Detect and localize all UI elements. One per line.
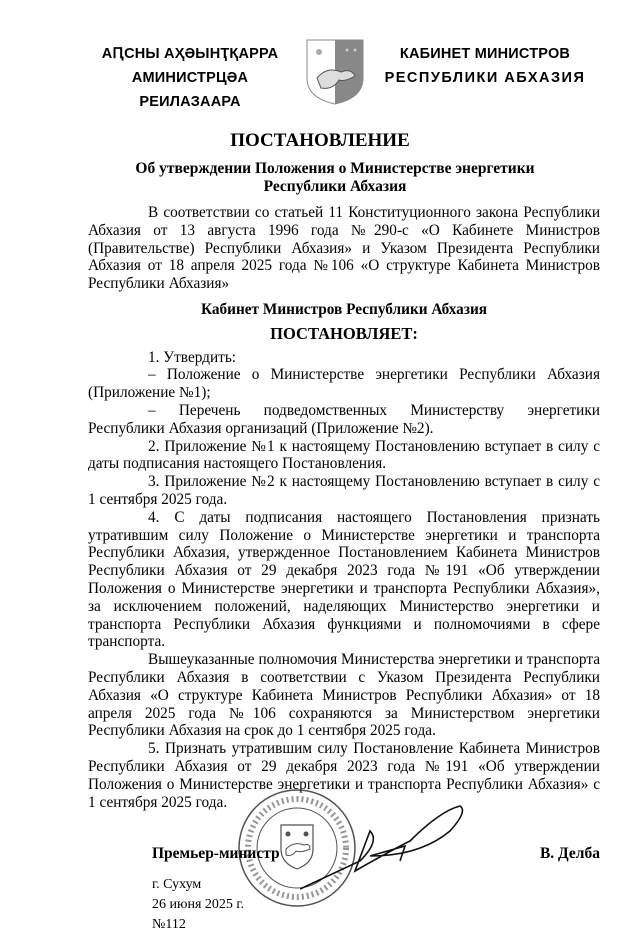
paragraph: – Положение о Министерстве энергетики Республики Абхазия (Приложение №1);	[88, 366, 600, 402]
signatory-title: Премьер-министр	[152, 845, 280, 863]
header-right-line2: РЕСПУБЛИКИ АБХАЗИЯ	[384, 70, 586, 86]
preamble: В соответствии со статьей 11 Конституционного закона Республики Абхазия от 13 августа 1996 года №290-с «О Кабинете Министров (Правительстве) Республики Абхазия» и Указом Президента Республики Абхазия от 18 апреля 2025 года №106 «О структуре Кабинета Министров Республики Абхазия»	[88, 204, 600, 293]
header-left-line1: АԤСНЫ АҲӘЫНҬҚАРРА	[101, 46, 279, 62]
paragraph: 4. С даты подписания настоящего Постановления признать утратившим силу Положение о Министерстве энергетики и транспорта Республики Абхазия, утвержденное Постановлением Кабинета Министров Республики Абхазия от 29 декабря 2023 года №191 «Об утверждении Положения о Министерстве энергетики и транспорта Республики Абхазия», за исключением положений, наделяющих Министерство энергетики и транспорта Республики Абхазия функциями и полномочиями в сфере транспорта.	[88, 508, 600, 651]
resolves-heading: ПОСТАНОВЛЯЕТ:	[270, 323, 418, 343]
date: 26 июня 2025 г.	[152, 897, 245, 913]
subtitle-line2: Республики Абхазия	[263, 178, 407, 195]
issuer: Кабинет Министров Республики Абхазия	[200, 300, 488, 318]
subtitle-line1: Об утверждении Положения о Министерстве энергетики	[135, 160, 535, 177]
header-right-line1: КАБИНЕТ МИНИСТРОВ	[399, 46, 571, 62]
paragraph: 1. Утвердить:	[148, 348, 237, 366]
signature-row	[88, 845, 600, 865]
paragraph: – Перечень подведомственных Министерству энергетики Республики Абхазия организаций (Приложение №2).	[88, 401, 600, 437]
signatory-name: В. Делба	[539, 845, 600, 863]
document-body	[88, 0, 600, 945]
document-footer	[88, 875, 600, 935]
document-title: ПОСТАНОВЛЕНИЕ	[230, 130, 410, 151]
paragraph: 3. Приложение №2 к настоящему Постановлению вступает в силу с 1 сентября 2025 года.	[88, 473, 600, 508]
place: г. Сухум	[152, 877, 202, 893]
header-left-line2: АМИНИСТРЦӘА РЕИЛАЗААРА	[131, 70, 249, 110]
document-number: №112	[152, 917, 186, 933]
paragraph: 2. Приложение №1 к настоящему Постановлению вступает в силу с даты подписания настоящего Постановления.	[88, 437, 600, 473]
paragraph: Вышеуказанные полномочия Министерства энергетики и транспорта Республики Абхазия в соответствии с Указом Президента Республики Абхазия «О структуре Кабинета Министров Республики Абхазия» от 18 апреля 2025 года №106 сохраняются за Министерством энергетики Республики Абхазия на срок до 1 сентября 2025 года.	[88, 651, 600, 740]
paragraph: 5. Признать утратившим силу Постановление Кабинета Министров Республики Абхазия от 29 декабря 2023 года №191 «Об утверждении Положения о Министерстве энергетики и транспорта Республики Абхазия» с 1 сентября 2025 года.	[88, 740, 600, 811]
